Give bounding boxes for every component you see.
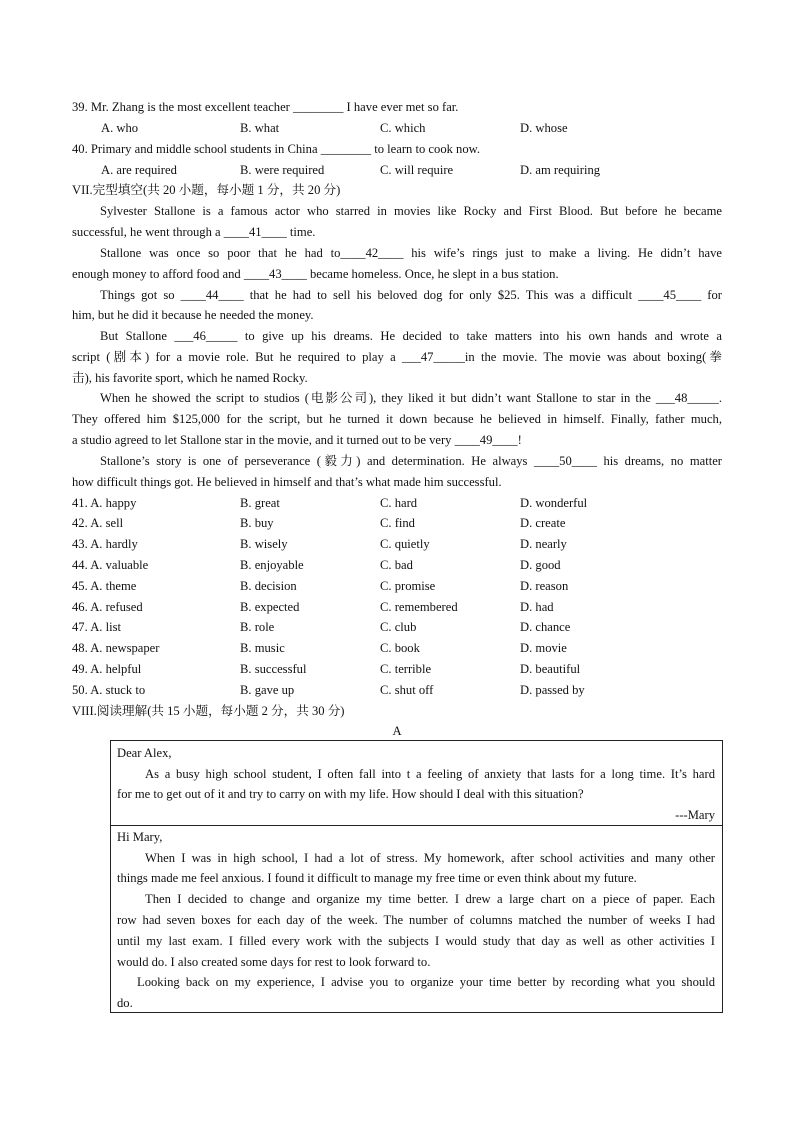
passage-line: enough money to afford food and ____43____ became homeless. Once, he slept in a bus station. bbox=[72, 267, 559, 281]
q40-option-d: D. am requiring bbox=[520, 163, 601, 177]
choice-50-c: C. shut off bbox=[380, 683, 434, 697]
q40-option-a: A. are required bbox=[101, 163, 177, 177]
passage-line: script (剧本) for a movie role. But he required to play a ___47_____in the movie. The movie was about boxing(拳 bbox=[72, 350, 722, 364]
q39-option-c: C. which bbox=[380, 121, 426, 135]
letter1-line: for me to get out of it and try to carry on with my life. How should I deal with this situation? bbox=[117, 787, 584, 801]
choice-41-c: C. hard bbox=[380, 496, 418, 510]
choice-47-d: D. chance bbox=[520, 620, 571, 634]
passage-line: Sylvester Stallone is a famous actor who starred in movies like Rocky and First Blood. But before he became bbox=[100, 204, 722, 218]
choice-42-b: B. buy bbox=[240, 516, 274, 530]
passage-line: 击), his favorite sport, which he named Rocky. bbox=[72, 371, 308, 385]
question-39-stem: 39. Mr. Zhang is the most excellent teacher ________ I have ever met so far. bbox=[72, 100, 459, 114]
letter2-line: would do. I also created some days for rest to look forward to. bbox=[117, 955, 431, 969]
choice-47-a: 47. A. list bbox=[72, 620, 121, 634]
passage-line: a studio agreed to let Stallone star in the movie, and it turned out to be very ____49____! bbox=[72, 433, 522, 447]
choice-49-d: D. beautiful bbox=[520, 662, 581, 676]
choice-41-d: D. wonderful bbox=[520, 496, 588, 510]
choice-48-d: D. movie bbox=[520, 641, 567, 655]
choice-47-c: C. club bbox=[380, 620, 417, 634]
choice-45-a: 45. A. theme bbox=[72, 579, 137, 593]
choice-44-c: C. bad bbox=[380, 558, 413, 572]
passage-line: how difficult things got. He believed in himself and that’s what made him successful. bbox=[72, 475, 502, 489]
letter2-line: Then I decided to change and organize my time better. I drew a large chart on a piece of paper. Each bbox=[145, 892, 715, 906]
passage-line: him, but he did it because he needed the money. bbox=[72, 308, 314, 322]
choice-48-c: C. book bbox=[380, 641, 420, 655]
choice-48-b: B. music bbox=[240, 641, 285, 655]
q40-option-b: B. were required bbox=[240, 163, 325, 177]
q39-option-a: A. who bbox=[101, 121, 139, 135]
choice-46-b: B. expected bbox=[240, 600, 300, 614]
choice-46-c: C. remembered bbox=[380, 600, 458, 614]
q39-option-d: D. whose bbox=[520, 121, 568, 135]
choice-42-c: C. find bbox=[380, 516, 415, 530]
choice-43-d: D. nearly bbox=[520, 537, 567, 551]
choice-42-d: D. create bbox=[520, 516, 566, 530]
passage-label: A bbox=[392, 724, 402, 738]
letter2-line: Looking back on my experience, I advise you to organize your time better by recording what you should bbox=[137, 975, 715, 989]
choice-49-a: 49. A. helpful bbox=[72, 662, 142, 676]
choice-50-d: D. passed by bbox=[520, 683, 585, 697]
passage-line: Stallone was once so poor that he had to____42____ his wife’s rings just to make a living. He didn’t have bbox=[100, 246, 722, 260]
passage-line: Stallone’s story is one of perseverance (毅力) and determination. He always ____50____ his dreams, no matter bbox=[100, 454, 722, 468]
q40-option-c: C. will require bbox=[380, 163, 454, 177]
choice-50-b: B. gave up bbox=[240, 683, 295, 697]
choice-44-a: 44. A. valuable bbox=[72, 558, 149, 572]
choice-43-b: B. wisely bbox=[240, 537, 288, 551]
letter2-greeting: Hi Mary, bbox=[117, 830, 163, 844]
letter2-line: do. bbox=[117, 996, 133, 1010]
choice-45-d: D. reason bbox=[520, 579, 569, 593]
choice-42-a: 42. A. sell bbox=[72, 516, 124, 530]
passage-line: But Stallone ___46_____ to give up his dreams. He decided to take matters into his own hands and wrote a bbox=[100, 329, 722, 343]
section-7-heading: VII.完型填空(共 20 小题，每小题 1 分，共 20 分) bbox=[72, 183, 341, 197]
q39-option-b: B. what bbox=[240, 121, 280, 135]
passage-line: Things got so ____44____ that he had to sell his beloved dog for only $25. This was a difficult ____45____ for bbox=[100, 288, 722, 302]
choice-44-b: B. enjoyable bbox=[240, 558, 304, 572]
choice-48-a: 48. A. newspaper bbox=[72, 641, 160, 655]
letter1-greeting: Dear Alex, bbox=[117, 746, 172, 760]
passage-line: They offered him $125,000 for the script, but he turned it down because he believed in himself. Finally, father much, bbox=[72, 412, 722, 426]
passage-line: successful, he went through a ____41____ time. bbox=[72, 225, 316, 239]
choice-44-d: D. good bbox=[520, 558, 561, 572]
letter2-line: row had seven boxes for each day of the week. The number of columns matched the number of weeks I had bbox=[117, 913, 715, 927]
choice-45-c: C. promise bbox=[380, 579, 436, 593]
choice-49-b: B. successful bbox=[240, 662, 307, 676]
letter2-line: until my last exam. I filled every work with the subjects I would study that day as well as other activities I bbox=[117, 934, 715, 948]
choice-45-b: B. decision bbox=[240, 579, 297, 593]
passage-line: When he showed the script to studios (电影公司), they liked it but didn’t want Stallone to star in the ___48_____. bbox=[100, 391, 722, 405]
section-8-heading: VIII.阅读理解(共 15 小题，每小题 2 分，共 30 分) bbox=[72, 704, 345, 718]
letter1-signature: ---Mary bbox=[675, 808, 715, 822]
choice-47-b: B. role bbox=[240, 620, 275, 634]
choice-41-b: B. great bbox=[240, 496, 280, 510]
letter2-line: When I was in high school, I had a lot of stress. My homework, after school activities and many other bbox=[145, 851, 715, 865]
letter2-line: things made me feel anxious. I found it difficult to manage my free time or even think about my future. bbox=[117, 871, 637, 885]
choice-46-a: 46. A. refused bbox=[72, 600, 143, 614]
choice-49-c: C. terrible bbox=[380, 662, 432, 676]
choice-43-c: C. quietly bbox=[380, 537, 430, 551]
choice-50-a: 50. A. stuck to bbox=[72, 683, 146, 697]
question-40-stem: 40. Primary and middle school students in China ________ to learn to cook now. bbox=[72, 142, 481, 156]
letter1-line: As a busy high school student, I often fall into t a feeling of anxiety that lasts for a long time. It’s hard bbox=[145, 767, 715, 781]
choice-43-a: 43. A. hardly bbox=[72, 537, 138, 551]
choice-46-d: D. had bbox=[520, 600, 554, 614]
choice-41-a: 41. A. happy bbox=[72, 496, 137, 510]
